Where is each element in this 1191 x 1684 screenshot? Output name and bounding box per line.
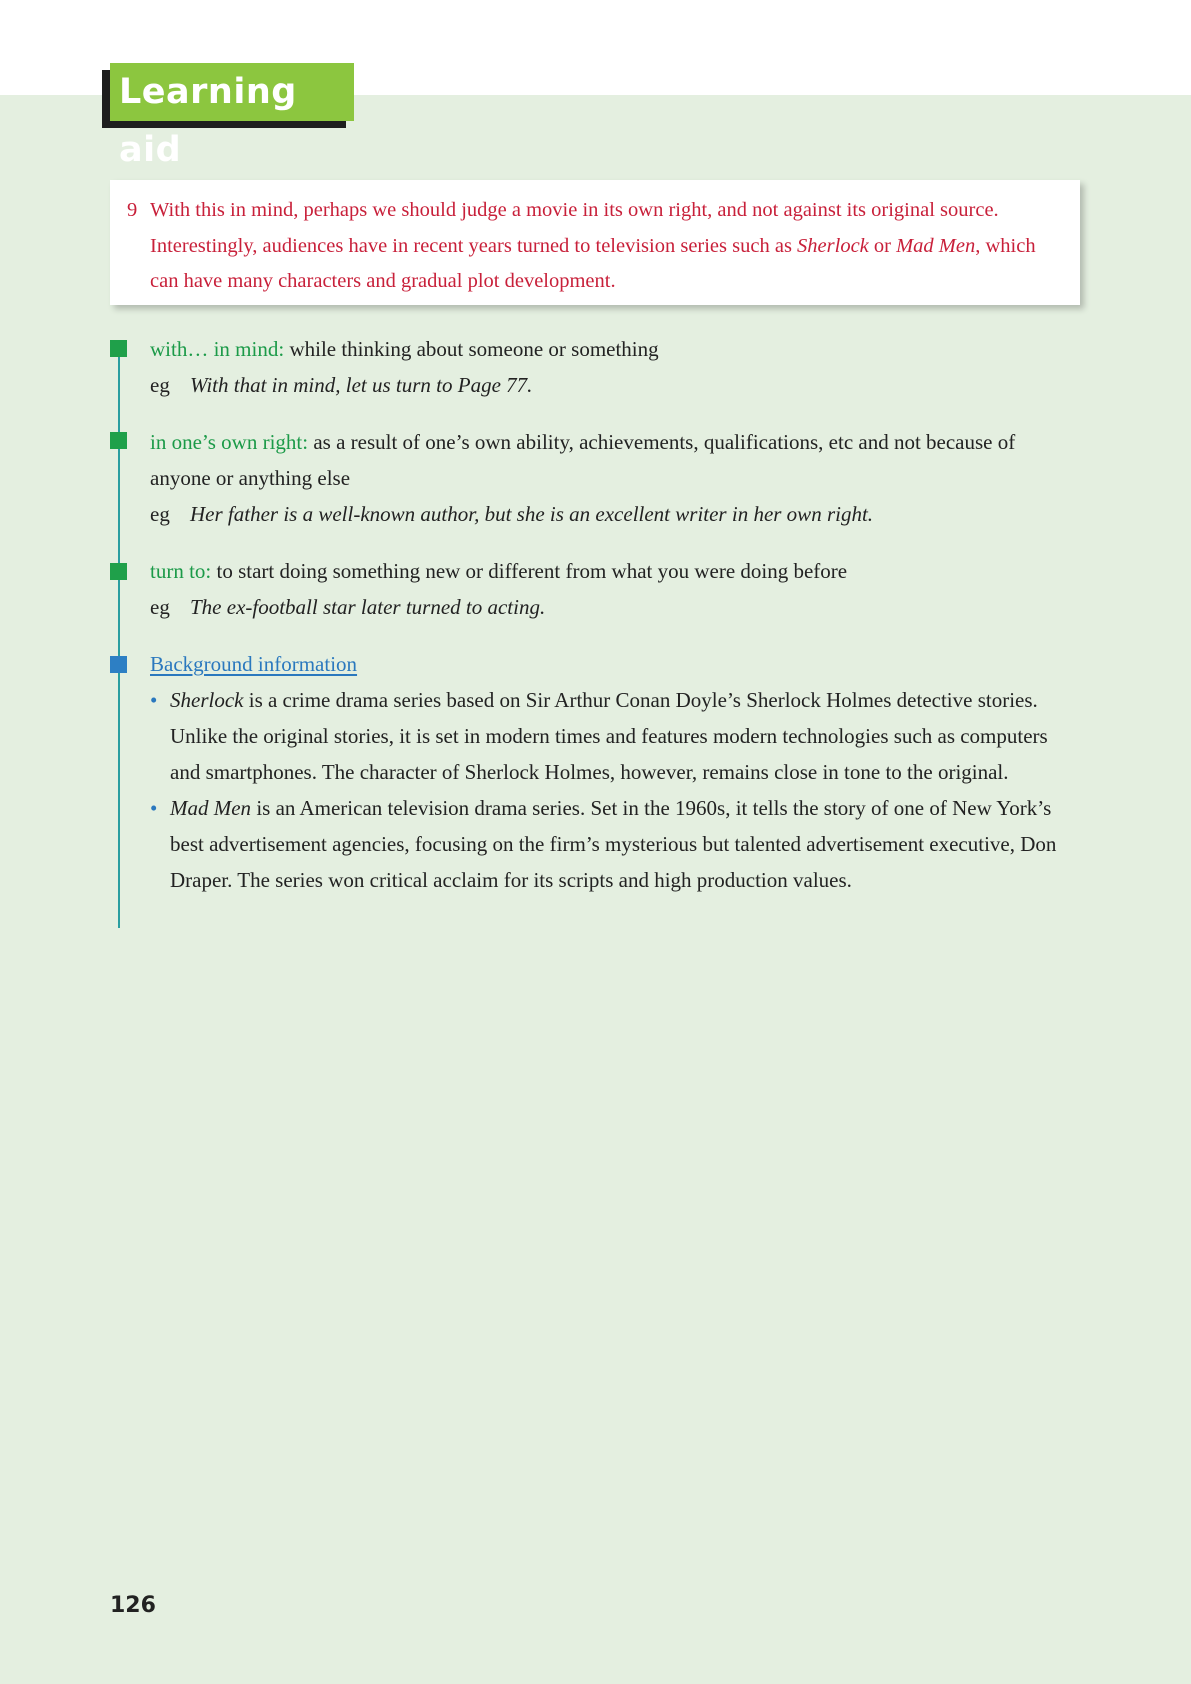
- entry-term: with… in mind:: [150, 337, 285, 361]
- background-list: [150, 682, 1060, 898]
- entry-term: in one’s own right:: [150, 430, 309, 454]
- entry-example-line: [150, 367, 1080, 403]
- paragraph-number: 9: [127, 199, 138, 221]
- entry-marker: [110, 340, 127, 357]
- vocab-entry: [150, 553, 1080, 625]
- learning-aid-banner: Learning aid: [110, 63, 354, 121]
- passage-text: With this in mind, perhaps we should judge a movie in its own right, and not against its original source. Interestingly, audiences have in recent years turned to television series such as Sherlock or Mad Men, which can have many characters and gradual plot development.: [150, 199, 1036, 292]
- entry-marker: [110, 432, 127, 449]
- passage-box: [110, 180, 1080, 305]
- italic-title: Sherlock: [170, 688, 244, 712]
- entry-definition-line: [150, 424, 1080, 496]
- italic-title: Sherlock: [797, 234, 869, 257]
- entry-example: With that in mind, let us turn to Page 77.: [190, 373, 533, 397]
- page-number: 126: [110, 1593, 156, 1618]
- entry-example: Her father is a well-known author, but she is an excellent writer in her own right.: [190, 502, 874, 526]
- italic-title: Mad Men: [896, 234, 976, 257]
- eg-label: eg: [150, 502, 170, 526]
- eg-label: eg: [150, 373, 170, 397]
- entry-definition: while thinking about someone or something: [284, 337, 659, 361]
- background-heading-row: [150, 646, 1080, 682]
- entry-definition-line: [150, 331, 1080, 367]
- entry-example-line: [150, 589, 1080, 625]
- list-item: • Sherlock is a crime drama series based on Sir Arthur Conan Doyle’s Sherlock Holmes detective stories. Unlike the original stories, it is set in modern times and features modern technologies such as computers and smartphones. The character of Sherlock Holmes, however, remains close in tone to the original.: [150, 682, 1060, 790]
- vocab-entry: [150, 424, 1080, 532]
- eg-label: eg: [150, 595, 170, 619]
- entry-term: turn to:: [150, 559, 212, 583]
- italic-title: Mad Men: [170, 796, 252, 820]
- background-marker: [110, 656, 127, 673]
- entry-marker: [110, 563, 127, 580]
- entry-example: The ex-football star later turned to acting.: [190, 595, 546, 619]
- entry-definition: to start doing something new or different from what you were doing before: [211, 559, 848, 583]
- entry-example-line: [150, 496, 1080, 532]
- vocab-entry: [150, 331, 1080, 403]
- list-item: • Mad Men is an American television drama series. Set in the 1960s, it tells the story of one of New York’s best advertisement agencies, focusing on the firm’s mysterious but talented advertisement executive, Don Draper. The series won critical acclaim for its scripts and high production values.: [150, 790, 1060, 898]
- bullet-icon: •: [150, 796, 158, 820]
- bullet-icon: •: [150, 688, 158, 712]
- background-heading: Background information: [150, 652, 358, 676]
- entry-definition-line: [150, 553, 1080, 589]
- entry-definition: as a result of one’s own ability, achievements, qualifications, etc and not because of anyone or anything else: [150, 430, 1016, 490]
